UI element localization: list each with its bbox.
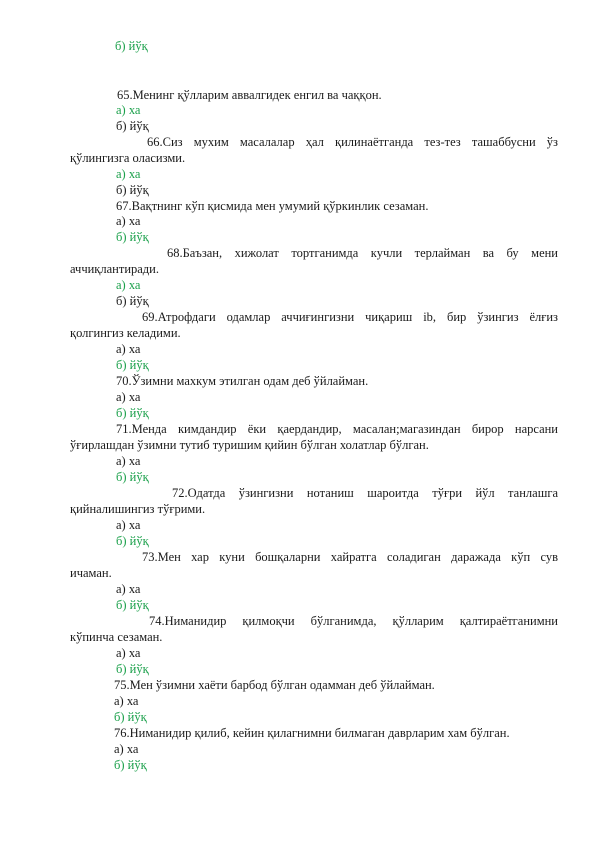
option-no: б) йўқ: [116, 358, 149, 372]
question-69-cont: қолгингиз келадими.: [70, 326, 181, 340]
option-yes: а) ха: [116, 518, 141, 532]
question-71-cont: ўғирлашдан ўзимни тутиб туришим қийин бўлган холатлар бўлган.: [70, 438, 429, 452]
question-74: 74.Ниманидир қилмоқчи бўлганимда, қўлларим қалтираётганимни: [149, 614, 558, 628]
option-yes: а) ха: [114, 742, 139, 756]
question-71: 71.Менда кимдандир ёки қаердандир, масалан;магазиндан бирор нарсани: [116, 422, 558, 436]
option-no: б) йўқ: [116, 406, 149, 420]
question-68: 68.Баъзан, хижолат тортганимда кучли терлайман ва бу мени: [167, 246, 558, 260]
option-no: б) йўқ: [116, 470, 149, 484]
question-69: 69.Атрофдаги одамлар аччиғингизни чиқариш ib, бир ўзингиз ёлғиз: [142, 310, 558, 324]
option-no: б) йўқ: [116, 183, 149, 197]
question-74-cont: кўпинча сезаман.: [70, 630, 163, 644]
option-yes: а) ха: [116, 342, 141, 356]
option-no: б) йўқ: [116, 534, 149, 548]
option-yes: а) ха: [116, 278, 141, 292]
option-no: б) йўқ: [114, 758, 147, 772]
option-no: б) йўқ: [116, 294, 149, 308]
option-yes: а) ха: [116, 214, 141, 228]
option-no: б) йўқ: [114, 710, 147, 724]
question-70: 70.Ўзимни махкум этилган одам деб ўйлайман.: [116, 374, 369, 388]
question-66: 66.Сиз мухим масалалар ҳал қилинаётганда тез-тез ташаббусни ўз: [147, 135, 558, 149]
question-67: 67.Вақтнинг кўп қисмида мен умумий қўркинлик сезаман.: [116, 199, 429, 213]
question-73: 73.Мен хар куни бошқаларни хайратга соладиган даражада кўп сув: [142, 550, 558, 564]
option-yes: а) ха: [116, 582, 141, 596]
question-72: 72.Одатда ўзингизни нотаниш шароитда тўғри йўл танлашга: [172, 486, 558, 500]
option-no: б) йўқ: [116, 230, 149, 244]
question-75: 75.Мен ўзимни хаёти барбод бўлган одамман деб ўйлайман.: [114, 678, 435, 692]
option-no: б) йўқ: [116, 598, 149, 612]
question-73-cont: ичаман.: [70, 566, 112, 580]
question-68-cont: аччиқлантиради.: [70, 262, 159, 276]
option-yes: а) ха: [116, 646, 141, 660]
option-yes: а) ха: [116, 454, 141, 468]
option-yes: а) ха: [116, 390, 141, 404]
question-72-cont: қийналишингиз тўғрими.: [70, 502, 206, 516]
option-no: б) йўқ: [116, 662, 149, 676]
question-66-cont: қўлингизга оласизми.: [70, 151, 186, 165]
question-76: 76.Ниманидир қилиб, кейин қилагнимни билмаган даврларим хам бўлган.: [114, 726, 510, 740]
option-yes: а) ха: [116, 167, 141, 181]
option-no: б) йўқ: [115, 39, 148, 53]
option-yes: а) ха: [116, 103, 141, 117]
option-no: б) йўқ: [116, 119, 149, 133]
option-yes: а) ха: [114, 694, 139, 708]
question-65: 65.Менинг қўлларим аввалгидек енгил ва чаққон.: [117, 88, 382, 102]
